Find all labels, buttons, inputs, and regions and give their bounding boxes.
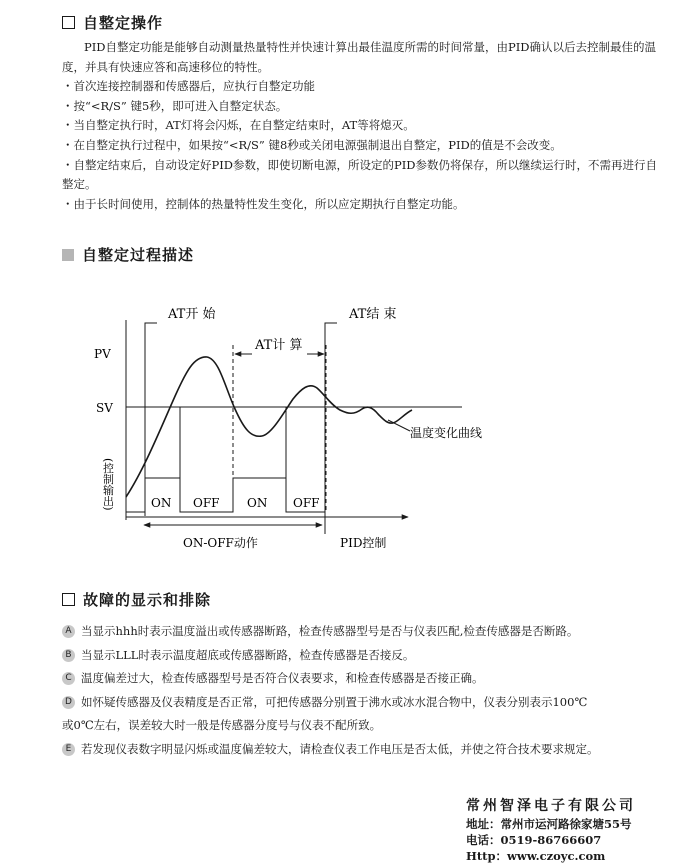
at-end-label: AT结 束 bbox=[349, 307, 397, 322]
company-phone: 电话：0519-86766607 bbox=[466, 833, 602, 847]
pv-label: PV bbox=[94, 347, 111, 361]
company-website: Http：www.czoyc.com bbox=[466, 849, 606, 863]
pulse-label: OFF bbox=[193, 496, 220, 510]
fault-text: 若发现仪表数字明显闪烁或温度偏差较大，请检查仪表工作电压是否太低，并使之符合技术要求规定。 bbox=[81, 741, 599, 756]
company-info bbox=[466, 798, 636, 864]
fault-text: 当显示hhh时表示温度溢出或传感器断路，检查传感器型号是否与仪表匹配,检查传感器是否断路。 bbox=[81, 624, 579, 638]
intro-paragraph: PID自整定功能是能够自动测量热量特性并快速计算出最佳温度所需的时间常量，由PID确认以后去控制最佳的温度，并具有快速应答和高速移位的特性。 bbox=[62, 40, 656, 74]
bullet-item: ・由于长时间使用，控制体的热量特性发生变化，所以应定期执行自整定功能。 bbox=[62, 196, 465, 211]
fault-text: 或0℃左右，误差较大时一般是传感器分度号与仪表不配所致。 bbox=[62, 718, 382, 732]
bullet-item: ・当自整定执行时，AT灯将会闪烁，在自整定结束时，AT等将熄灭。 bbox=[62, 118, 415, 133]
at-end-marker bbox=[325, 323, 337, 534]
bullet-item: ・在自整定执行过程中，如果按“<R/S” 键8秒或关闭电源强制退出自整定，PID的值是不会改变。 bbox=[62, 137, 562, 152]
checkbox-square-icon bbox=[62, 593, 75, 606]
company-address: 地址：常州市运河路徐家塘55号 bbox=[466, 817, 632, 831]
fault-item bbox=[62, 667, 667, 691]
fault-list bbox=[62, 620, 667, 761]
bullet-item: ・自整定结束后，自动设定好PID参数，即使切断电源，所设定的PID参数仍将保存，所以继续运行时，不需再进行自整定。 bbox=[62, 157, 657, 192]
at-start-label: AT开 始 bbox=[168, 307, 216, 322]
fault-text: 当显示LLL时表示温度超底或传感器断路，检查传感器是否接反。 bbox=[81, 647, 415, 662]
at-start-marker bbox=[145, 323, 157, 516]
pid-mode-label: PID控制 bbox=[340, 536, 387, 550]
section-title-text: 故障的显示和排除 bbox=[83, 591, 212, 609]
fault-item bbox=[62, 691, 667, 715]
fault-item bbox=[62, 738, 667, 762]
pulse-label: ON bbox=[247, 496, 268, 510]
fault-text: 如怀疑传感器及仪表精度是否正常，可把传感器分别置于沸水或冰水混合物中，仪表分别表示100℃ bbox=[81, 694, 588, 709]
control-output-label: (控制输出) bbox=[101, 458, 115, 511]
company-name: 常州智泽电子有限公司 bbox=[466, 798, 636, 814]
fault-item bbox=[62, 620, 667, 644]
pulse-label: ON bbox=[151, 496, 172, 510]
fault-item-continuation bbox=[62, 714, 667, 738]
at-calc-label: AT计 算 bbox=[255, 338, 303, 353]
fault-item bbox=[62, 644, 667, 668]
fault-badge: B bbox=[62, 649, 75, 662]
section-title-text: 自整定操作 bbox=[83, 14, 164, 32]
curve-leader-line bbox=[388, 420, 410, 431]
fault-badge: D bbox=[62, 696, 75, 709]
sv-label: SV bbox=[96, 401, 113, 415]
bullet-item: ・首次连接控制器和传感器后，应执行自整定功能 bbox=[62, 79, 315, 94]
fault-badge: C bbox=[62, 672, 75, 685]
temperature-curve bbox=[126, 357, 412, 497]
section-title-text: 自整定过程描述 bbox=[82, 246, 195, 264]
bullet-item: ・按“<R/S” 键5秒，即可进入自整定状态。 bbox=[62, 98, 288, 113]
fault-text: 温度偏差过大，检查传感器型号是否符合仪表要求，和检查传感器是否接正确。 bbox=[81, 671, 484, 685]
onoff-mode-label: ON-OFF动作 bbox=[183, 536, 258, 550]
section-title-faults bbox=[62, 589, 211, 610]
fault-badge: A bbox=[62, 625, 75, 638]
curve-label: 温度变化曲线 bbox=[410, 426, 483, 440]
pulse-label: OFF bbox=[293, 496, 320, 510]
fault-badge: E bbox=[62, 743, 75, 756]
